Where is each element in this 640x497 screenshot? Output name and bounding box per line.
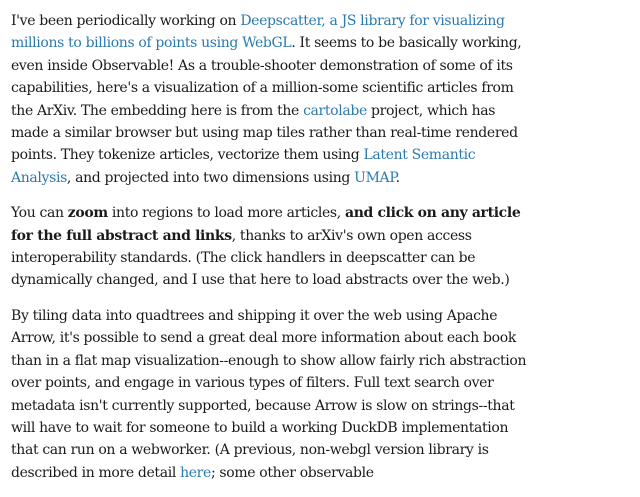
latent-semantic-analysis-link[interactable]: Latent Semantic Analysis [11, 147, 476, 186]
text-span: , and projected into two dimensions using [66, 169, 355, 186]
paragraph-tiling [11, 305, 531, 484]
here-link[interactable]: here [180, 464, 211, 481]
text-span: into regions to load more articles, [107, 205, 345, 222]
paragraph-intro [11, 10, 531, 189]
article-body [11, 10, 531, 497]
bold-text-zoom: zoom [67, 205, 108, 222]
text-span: By tiling data into quadtrees and shipping it over the web using Apache Arrow, it's possible to send a great deal more information about each book than in a flat map visualization--enough to show allow fairly rich abstraction over points, and engage in various types of filters. Full text search over metadata isn't currently supported, because Arrow is slow on strings--that will have to wait for someone to build a working DuckDB implementation that can run on a webworker. (A previous, non-webgl version library is described in more detail [11, 307, 527, 481]
text-span: I've been periodically working on [11, 13, 241, 29]
text-span: . It seems to be basically working, even inside Observable! As a trouble-shooter demonstration of some of its capabilities, here's a visualization of a million-some scientific articles from the ArXiv. The embedding here is from the [11, 35, 522, 119]
text-span: You can [11, 205, 68, 222]
bold-text-click-instruction: and click on any article for the full abstract and links [11, 205, 521, 244]
cartolabe-link[interactable]: cartolabe [303, 102, 367, 119]
text-span: , thanks to arXiv's own open access interoperability standards. (The click handlers in deepscatter can be dynamically changed, and I use that here to load abstracts over the web.) [11, 227, 510, 289]
paragraph-usage [11, 202, 531, 292]
text-span: . [395, 169, 400, 186]
text-span: project, which has made a similar browser but using map tiles rather than real-time rendered points. They tokenize articles, vectorize them using [11, 102, 518, 164]
text-span: ; some other observable [210, 464, 374, 481]
umap-link[interactable]: UMAP [354, 169, 396, 186]
deepscatter-link[interactable]: Deepscatter, a JS library for visualizing millions to billions of points using WebGL [11, 13, 505, 52]
